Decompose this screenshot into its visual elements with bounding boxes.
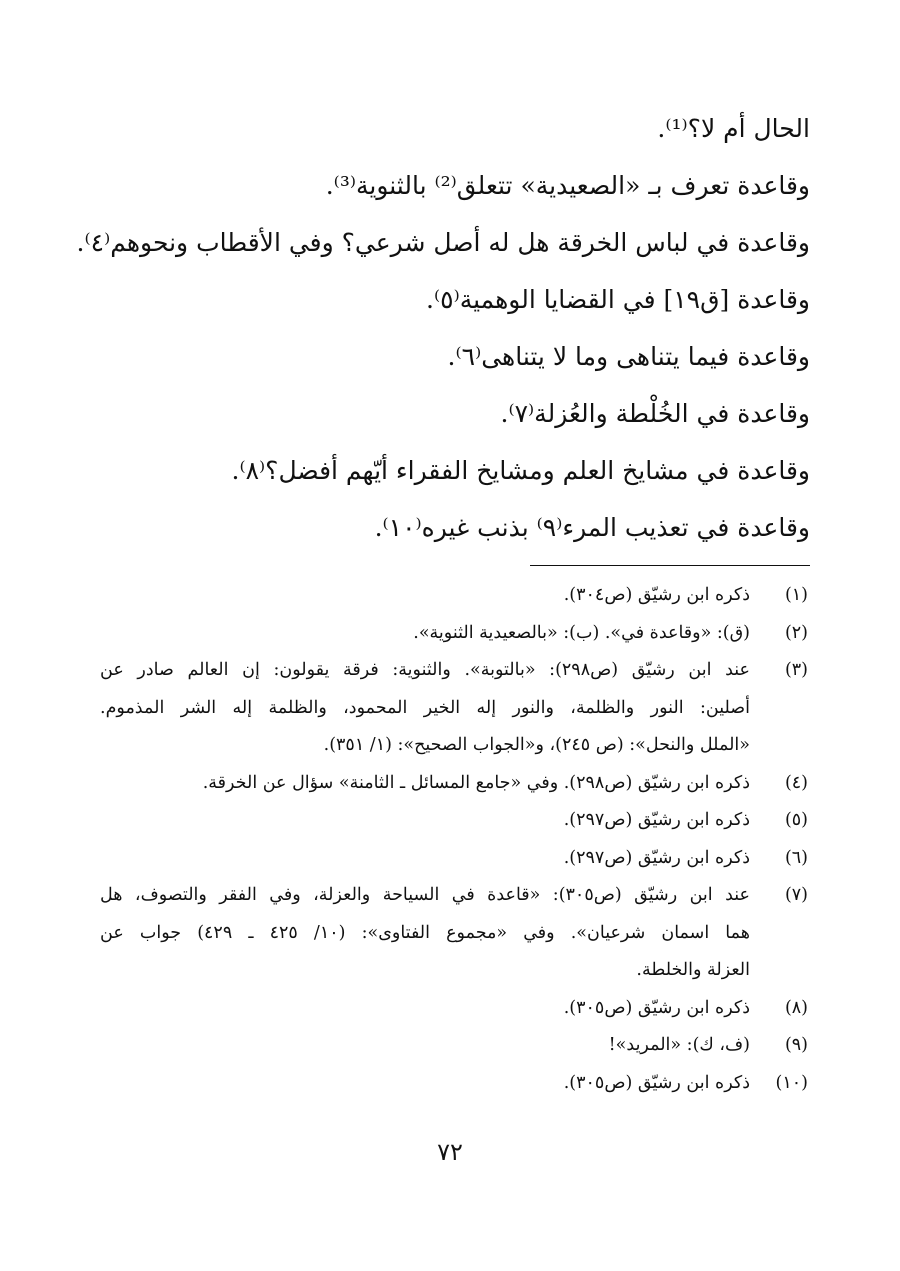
footnote-text: (ق): «وقاعدة في». (ب): «بالصعيدية الثنوية». xyxy=(413,622,750,643)
footnote-text: (ف، ك): «المريد»! xyxy=(608,1035,750,1055)
footnote-number: (٣) xyxy=(784,660,808,680)
main-text-line: وقاعدة فيما يتناهى وما لا يتناهى⁽٦⁾. xyxy=(447,342,810,371)
footnote xyxy=(100,652,808,765)
footnote xyxy=(100,765,808,803)
main-text-line: الحال أم لا؟⁽¹⁾. xyxy=(657,114,810,143)
main-text-block xyxy=(76,100,810,556)
footnote-text: ذكره ابن رشيّق (ص٣٠٥). xyxy=(563,1072,750,1093)
footnote-number: (١) xyxy=(784,585,808,605)
footnote xyxy=(100,577,808,615)
footnote-text: هما اسمان شرعيان». وفي «مجموع الفتاوى»: (١٠/ ٤٢٥ ـ ٤٢٩) جواب عن xyxy=(100,922,750,943)
footnote-text: ذكره ابن رشيّق (ص٢٩٨). وفي «جامع المسائل ـ الثامنة» سؤال عن الخرقة. xyxy=(202,772,750,793)
main-text-line: وقاعدة [ق١٩] في القضايا الوهمية⁽٥⁾. xyxy=(426,285,810,314)
footnote-text: «الملل والنحل»: (ص ٢٤٥)، و«الجواب الصحيح»: (١/ ٣٥١). xyxy=(323,735,750,755)
footnote xyxy=(100,990,808,1028)
footnote-divider xyxy=(530,565,810,566)
footnote xyxy=(100,1027,808,1065)
main-text-line: وقاعدة في لباس الخرقة هل له أصل شرعي؟ وفي الأقطاب ونحوهم⁽٤⁾. xyxy=(76,228,810,257)
footnote-text: ذكره ابن رشيّق (ص٣٠٤). xyxy=(563,585,750,605)
footnote-text: العزلة والخلطة. xyxy=(636,960,750,980)
footnote-text: ذكره ابن رشيّق (ص٢٩٧). xyxy=(563,847,750,868)
footnote-text: ذكره ابن رشيّق (ص٣٠٥). xyxy=(563,997,750,1018)
footnote-text: أصلين: النور والظلمة، والنور إله الخير المحمود، والظلمة إله الشر المذموم. xyxy=(100,697,750,718)
footnote-number: (١٠) xyxy=(775,1072,808,1093)
footnote-number: (٢) xyxy=(784,622,808,643)
page-number: ٧٢ xyxy=(437,1138,463,1166)
footnote-number: (٥) xyxy=(784,810,808,830)
footnote xyxy=(100,802,808,840)
main-text-line: وقاعدة في مشايخ العلم ومشايخ الفقراء أيّهم أفضل؟⁽٨⁾. xyxy=(231,456,810,485)
footnote xyxy=(100,840,808,878)
footnote xyxy=(100,877,808,990)
footnote-number: (٧) xyxy=(784,885,808,905)
footnote-number: (٩) xyxy=(784,1035,808,1055)
footnote-number: (٨) xyxy=(784,997,808,1018)
footnote-number: (٤) xyxy=(784,772,808,793)
footnote xyxy=(100,615,808,653)
main-text-line: وقاعدة في تعذيب المرء⁽٩⁾ بذنب غيره⁽١٠⁾. xyxy=(374,513,810,542)
main-text-line: وقاعدة تعرف بـ «الصعيدية» تتعلق⁽²⁾ بالثنوية⁽³⁾. xyxy=(325,171,810,200)
footnote-text: ذكره ابن رشيّق (ص٢٩٧). xyxy=(563,810,750,830)
footnote-text: عند ابن رشيّق (ص٢٩٨): «بالتوبة». والثنوية: فرقة يقولون: إن العالم صادر عن xyxy=(100,660,750,680)
footnote-text: عند ابن رشيّق (ص٣٠٥): «قاعدة في السياحة والعزلة، وفي الفقر والتصوف، هل xyxy=(100,885,751,905)
footnotes-block xyxy=(100,577,808,1102)
footnote-number: (٦) xyxy=(784,847,808,868)
footnote xyxy=(100,1065,808,1103)
main-text-line: وقاعدة في الخُلْطة والعُزلة⁽٧⁾. xyxy=(500,399,810,428)
